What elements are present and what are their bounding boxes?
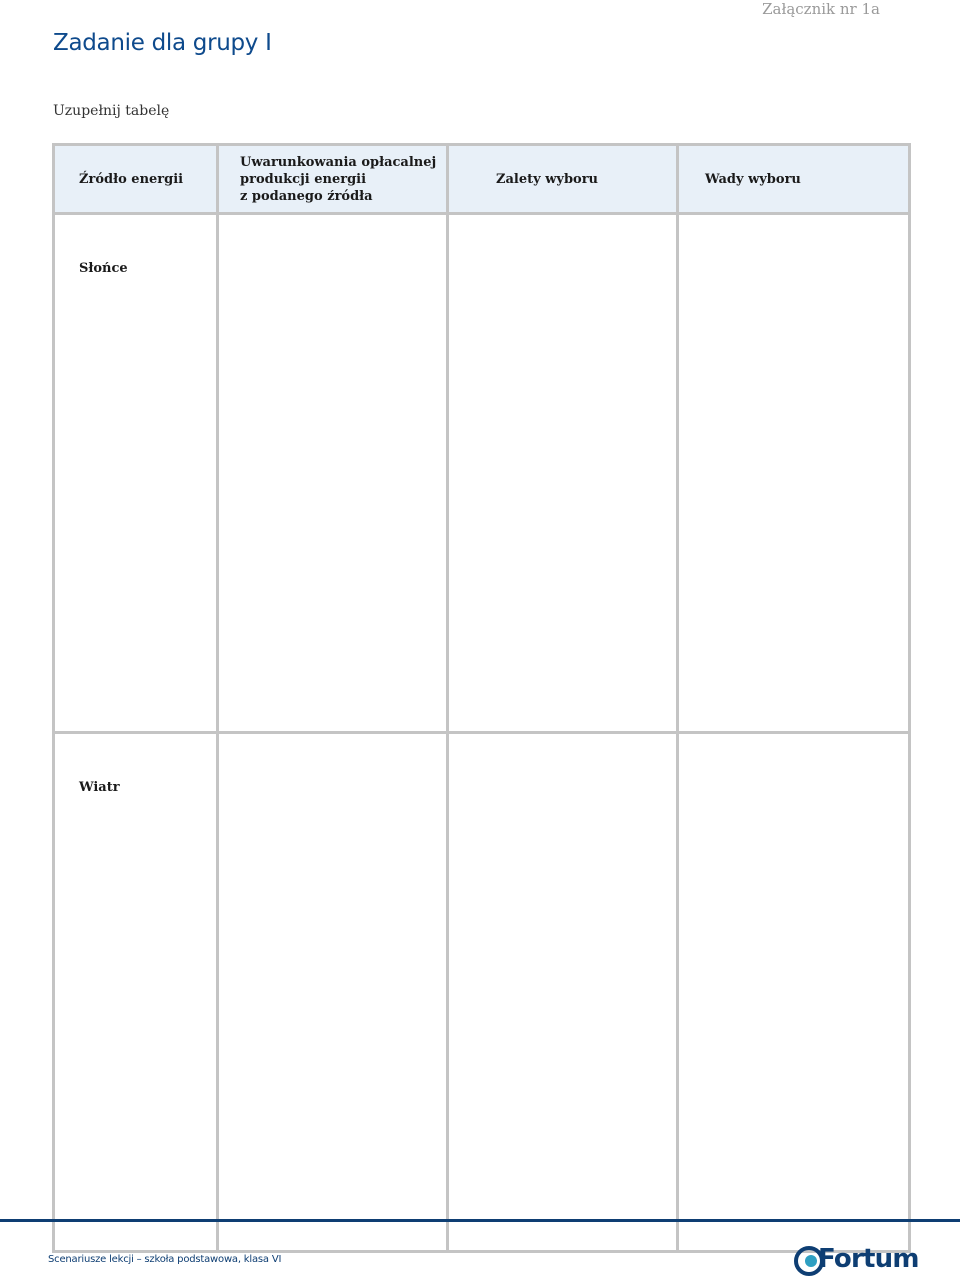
cell-wind-disadvantages[interactable]	[678, 733, 910, 1252]
worksheet-table	[52, 143, 911, 1253]
cell-sun-advantages[interactable]	[448, 214, 678, 733]
cell-wind-conditions[interactable]	[218, 733, 448, 1252]
table-header-row	[54, 145, 910, 214]
row-label-wind: Wiatr	[54, 733, 218, 1252]
cell-sun-disadvantages[interactable]	[678, 214, 910, 733]
fortum-logo-wordmark: Fortum	[818, 1244, 919, 1274]
column-header-advantages: Zalety wyboru	[448, 145, 678, 214]
row-label-sun: Słońce	[54, 214, 218, 733]
page-title: Zadanie dla grupy I	[53, 30, 272, 56]
instruction-text: Uzupełnij tabelę	[53, 103, 170, 119]
column-header-conditions	[218, 145, 448, 214]
column-header-energy-source: Źródło energii	[54, 145, 218, 214]
table-row-wind	[54, 733, 910, 1252]
column-header-disadvantages: Wady wyboru	[678, 145, 910, 214]
cell-sun-conditions[interactable]	[218, 214, 448, 733]
annex-label: Załącznik nr 1a	[762, 0, 880, 18]
fortum-logo	[794, 1244, 924, 1278]
column-header-conditions-line-1: Uwarunkowania opłacalnej	[240, 154, 437, 170]
column-header-conditions-line-3: z podanego źródła	[240, 188, 373, 204]
table-row-sun	[54, 214, 910, 733]
footer-caption: Scenariusze lekcji – szkoła podstawowa, klasa VI	[48, 1254, 282, 1265]
footer-divider	[0, 1219, 960, 1222]
column-header-conditions-line-2: produkcji energii	[240, 171, 367, 187]
cell-wind-advantages[interactable]	[448, 733, 678, 1252]
